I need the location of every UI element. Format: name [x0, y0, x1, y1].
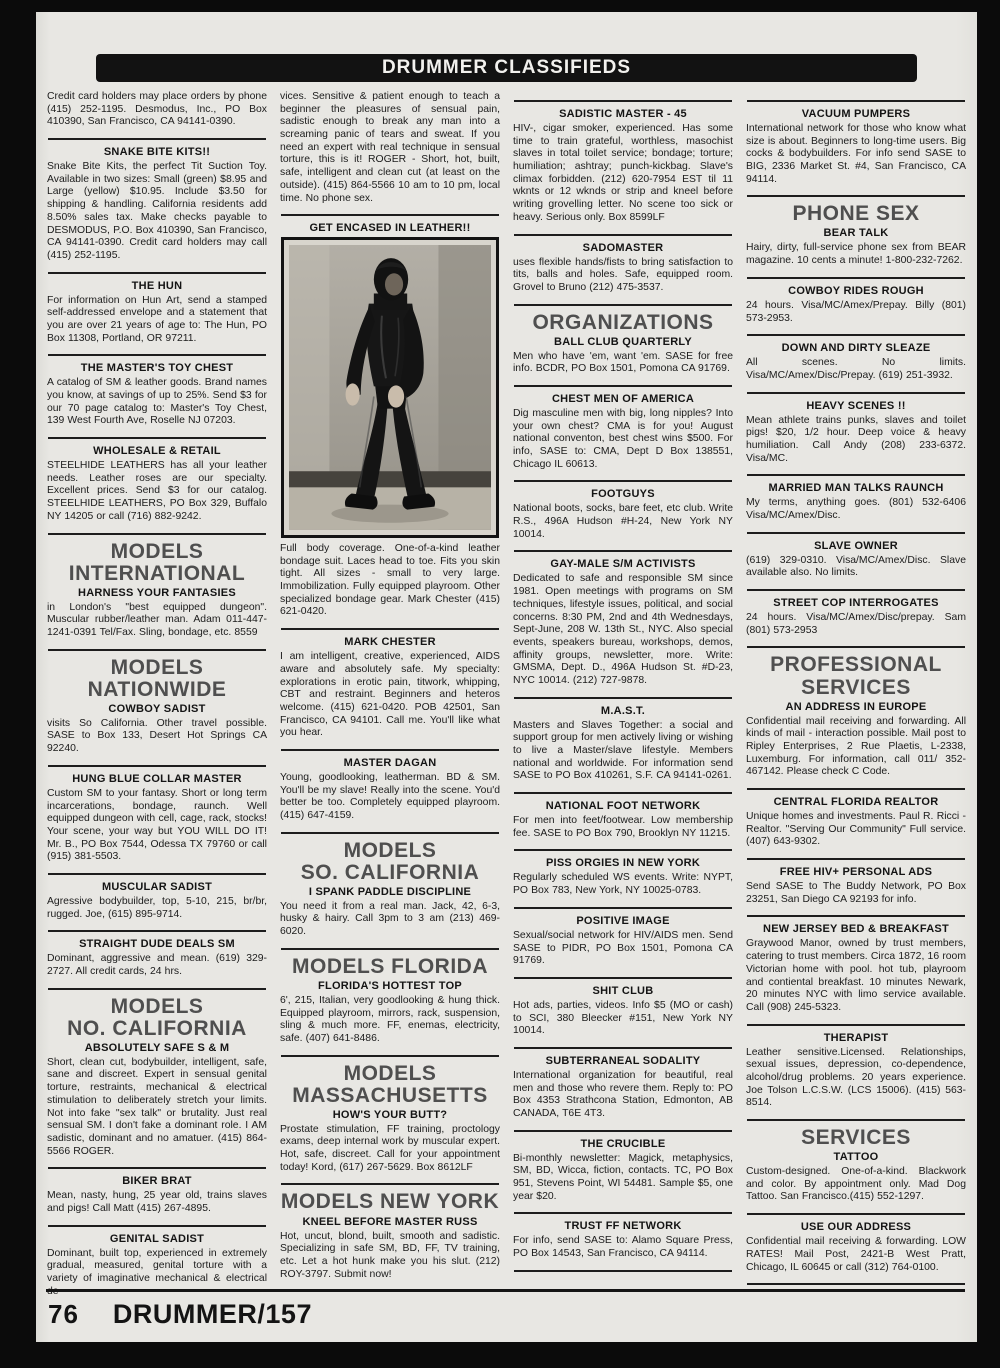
ad-divider	[514, 907, 732, 909]
ad-body: Masters and Slaves Together: a social and support group for men actively living or wishing to live a Master/slave lifestyle. Members national and worldwide. For information send SASE to PO Box 410261, S.F. CA 94141-0261.	[513, 719, 733, 782]
ad-divider	[747, 788, 965, 790]
ad-title: FREE HIV+ PERSONAL ADS	[779, 866, 933, 879]
section-title	[47, 996, 267, 1040]
ad-body: A catalog of SM & leather goods. Brand names you know, at savings of up to 25%. Send $3 for our 70 page catalog to: Master's Toy Chest, 139 West Fourth Ave, Roselle NJ 07203.	[47, 377, 267, 427]
ad-title: SNAKE BITE KITS!!	[103, 146, 211, 159]
section-title-line: MODELS NEW YORK	[280, 1190, 500, 1214]
ad-body: Leather sensitive.Licensed. Relationships, sexual issues, depression, co-dependence, alcohol/drug problems. 20 years experience. Joe Tolson L.C.S.W. (LCS 15006). (415) 563-8514.	[746, 1046, 966, 1109]
ad-title: CENTRAL FLORIDA REALTOR	[773, 796, 939, 809]
ad-divider	[514, 1047, 732, 1049]
section-title-line: NO. CALIFORNIA	[67, 1016, 247, 1040]
ad-title: STRAIGHT DUDE DEALS SM	[79, 938, 235, 951]
ad-title: HOW'S YOUR BUTT?	[332, 1108, 448, 1121]
ad-body: Confidential mail receiving and forwarding. All kinds of mail - interaction possible. Mail post to Ripley Enterprises, 2 Rue Plaetis, L-2338, Luxemburg. For information, call 011/ 352-467142. Please check C Code.	[746, 715, 966, 778]
section-title-line: MODELS	[343, 838, 437, 862]
ad-body: Hairy, dirty, full-service phone sex from BEAR magazine. 10 cents a minute! 1-800-232-7262.	[746, 242, 966, 267]
ad-title: GAY-MALE S/M ACTIVISTS	[550, 558, 696, 571]
ad-body: Full body coverage. One-of-a-kind leather bondage suit. Laces head to toe. Fits you skin tight. All sizes - small to very large. Immobilization. Fully equipped playroom. Other specialized bondage gear. Mark Chester (415) 621-0420.	[280, 543, 500, 618]
ad-body: Mean athlete trains punks, slaves and toilet pigs! $20, 1/2 hour. Deep voice & heavy humiliation. Call Andy (208) 233-6372. Visa/MC.	[746, 414, 966, 464]
section-title	[280, 840, 500, 884]
ad-divider	[48, 354, 266, 356]
ad-divider	[48, 272, 266, 274]
ad-body: 24 hours. Visa/MC/Amex/Prepay. Billy (801) 573-2953.	[746, 299, 966, 324]
ad-divider	[48, 649, 266, 651]
ad-divider	[281, 948, 499, 950]
section-title-line: INTERNATIONAL	[68, 561, 246, 585]
ad-body: All scenes. No limits. Visa/MC/Amex/Disc/Prepay. (619) 251-3932.	[746, 357, 966, 381]
column-end-rule	[747, 1283, 965, 1285]
ad-divider	[747, 646, 965, 648]
ad-body: 24 hours. Visa/MC/Amex/Disc/prepay. Sam (801) 573-2953	[746, 612, 966, 636]
ad-body: Dedicated to safe and responsible SM since 1981. Open meetings with programs on SM techniques, lifestyle issues, political, and social concerns. 8:30 PM, 2nd and 4th Wednesdays, Sept-June, 208 W. 13th St., NYC. Also special events, speakers bureau, workshops, demos, affinity groups, newsletter, more. Write: GMSMA, Dept. D., 496A Hudson St. #D-23, NYC 10014. (212) 727-9878.	[513, 573, 733, 686]
ad-divider	[48, 873, 266, 875]
ad-body: Custom-designed. One-of-a-kind. Blackwork and color. By appointment only. Mad Dog Tattoo. San Francisco.(415) 552-1297.	[746, 1166, 966, 1203]
ad-body: in London's "best equipped dungeon". Muscular rubber/leather man. Adam 011-447-1241-0391 Tel/Fax. Sling, bondage, etc. 8559	[47, 601, 267, 638]
ad-title: GENITAL SADIST	[109, 1232, 205, 1245]
ad-title: TATTOO	[833, 1151, 879, 1164]
ad-title: MARK CHESTER	[344, 636, 436, 649]
ad-body: Agressive bodybuilder, top, 5-10, 215, br/br, rugged. Joe, (615) 895-9714.	[47, 895, 267, 920]
ad-divider	[514, 697, 732, 699]
page-footer	[48, 1299, 312, 1330]
ad-body: Men who have 'em, want 'em. SASE for free info. BCDR, PO Box 1501, Pomona CA 91769.	[513, 350, 733, 375]
ad-body: Prostate stimulation, FF training, proctology exams, deep internal work by muscular expert. Hot, safe, discreet. Call for your appointment today! Kord, (617) 267-5629. Box 8612LF	[280, 1123, 500, 1173]
column-1	[47, 91, 267, 1303]
ad-divider	[747, 474, 965, 476]
section-title-line: MODELS FLORIDA	[292, 954, 488, 978]
ad-divider	[514, 792, 732, 794]
ad-divider	[747, 1213, 965, 1215]
section-title-line: MODELS	[110, 539, 204, 563]
ad-title: FLORIDA'S HOTTEST TOP	[318, 979, 462, 992]
ad-divider	[48, 437, 266, 439]
ad-divider	[48, 1225, 266, 1227]
section-title-line: SERVICES	[801, 1126, 911, 1150]
ad-title: VACUUM PUMPERS	[801, 108, 911, 120]
ad-title: THE HUN	[131, 279, 183, 292]
ad-body: For info, send SASE to: Alamo Square Press, PO Box 14543, San Francisco, CA 94114.	[513, 1235, 733, 1260]
ad-divider	[747, 915, 965, 917]
ad-body: Send SASE to The Buddy Network, PO Box 23251, San Diego CA 92193 for info.	[746, 881, 966, 905]
section-title	[746, 654, 966, 698]
ad-title: WHOLESALE & RETAIL	[93, 445, 221, 458]
ad-divider	[747, 100, 965, 102]
ad-divider	[747, 277, 965, 279]
ad-body: Short, clean cut, bodybuilder, intelligent, safe, sane and discreet. Expert in sensual genital torture, restraints, mechanical & electrical stimulation to deliberately stretch your limits. Not into fake "sex talk" or brutality. Just real sensual SM. I don't fake a dominant role. I AM sadistic, dominant and no amatuer. (415) 864-5566 ROGER.	[47, 1056, 267, 1157]
section-title-line: ORGANIZATIONS	[532, 310, 714, 334]
column-4	[746, 91, 966, 1303]
ad-divider	[281, 1055, 499, 1057]
ad-title: COWBOY SADIST	[108, 702, 206, 715]
column-text: Credit card holders may place orders by phone (415) 252-1195. Desmodus, Inc., PO Box 410390, San Francisco, CA 94141-0390.	[47, 91, 267, 128]
ad-divider	[514, 385, 732, 387]
column-text: vices. Sensitive & patient enough to teach a beginner the pleasures of sensual pain, sadistic enough to break any man into a screaming panic of tears and sweat. If you need an expert with real technique in sensual torture, this is it! ROGER - Short, hot, built, safe, intelligent and clean cut (at least on the outside). (415) 864-5566 10 am to 10 pm, local time. No phone sex.	[280, 91, 500, 204]
ad-divider	[514, 480, 732, 482]
ad-divider	[514, 1212, 732, 1214]
ad-body: Snake Bite Kits, the perfect Tit Suction Toy. Available in two sizes: Small (green) $8.95 and Large (yellow) $10.95. Include $3.50 for shipping & handling. California residents add 8.50% sales tax. Make checks payable to DESMODUS, P.O. Box 410390, San Francisco, CA 94141-0390. Credit card holders may call (415) 252-1195.	[47, 161, 267, 261]
ad-body: I am intelligent, creative, experienced, AIDS aware and absolutely safe. My specialty: explorations in erotic pain, titwork, whipping, CBT and restraint. Beginners and heteros welcome. (415) 621-0420. POB 42501, San Francisco, CA 94101. Call me. You'll like what you hear.	[280, 651, 500, 739]
section-title	[280, 1191, 500, 1213]
leather-man-illustration	[289, 245, 491, 530]
ad-title: HEAVY SCENES !!	[806, 399, 906, 412]
ad-body: Dominant, built top, experienced in extremely gradual, measured, genital torture with a variety of imaginative mechanical & electrical de-	[47, 1247, 267, 1297]
section-title-line: NATIONWIDE	[87, 677, 227, 701]
ad-title: AN ADDRESS IN EUROPE	[785, 700, 927, 713]
ad-divider	[48, 138, 266, 140]
ad-title: M.A.S.T.	[600, 704, 646, 717]
ad-title: NATIONAL FOOT NETWORK	[545, 800, 701, 813]
ad-title: SLAVE OWNER	[814, 539, 898, 552]
ad-body: uses flexible hands/fists to bring satisfaction to tits, balls and holes. Safe, equipped room. Grovel to Bruno (212) 475-3537.	[513, 256, 733, 293]
ad-title: THE CRUCIBLE	[580, 1137, 666, 1150]
ad-divider	[48, 765, 266, 767]
leather-bodysuit-photo	[281, 237, 499, 538]
ad-body: International organization for beautiful, real men and those who revere them. Reply to: PO Box 4353 Strathcona Station, Edmonton, AB CANADA, T6E 4T3.	[513, 1069, 733, 1120]
section-title	[746, 203, 966, 225]
column-3	[513, 91, 733, 1303]
section-title	[280, 956, 500, 978]
ad-body: National boots, socks, bare feet, etc club. Write R.S., 496A Hudson #H-24, New York NY 10014.	[513, 503, 733, 540]
ad-divider	[747, 1119, 965, 1121]
ad-title: POSITIVE IMAGE	[576, 914, 670, 927]
section-title	[47, 657, 267, 701]
classifieds-columns	[36, 91, 977, 1303]
ad-title: THE MASTER'S TOY CHEST	[80, 362, 234, 375]
ad-body: Young, goodlooking, leatherman. BD & SM. You'll be my slave! Really into the scene. You'd better be too. Completely equipped playroom. (415) 647-4159.	[280, 771, 500, 821]
ad-divider	[281, 749, 499, 751]
ad-title: SADISTIC MASTER - 45	[559, 108, 687, 120]
ad-title: BEAR TALK	[823, 227, 889, 240]
ad-title: GET ENCASED IN LEATHER!!	[309, 222, 471, 235]
ad-divider	[281, 628, 499, 630]
ad-title: KNEEL BEFORE MASTER RUSS	[302, 1215, 478, 1228]
ad-body: You need it from a real man. Jack, 42, 6-3, husky & hairy. Call 3pm to 3 am (213) 469-6020.	[280, 900, 500, 938]
ad-divider	[514, 849, 732, 851]
ad-title: MUSCULAR SADIST	[101, 880, 213, 893]
ad-title: CHEST MEN OF AMERICA	[551, 392, 695, 405]
section-title	[47, 541, 267, 585]
classifieds-header	[96, 54, 917, 82]
section-title	[513, 312, 733, 334]
ad-divider	[514, 550, 732, 552]
ad-title: THERAPIST	[823, 1031, 889, 1044]
ad-title: I SPANK PADDLE DISCIPLINE	[308, 885, 472, 898]
ad-body: Confidential mail receiving & forwarding. LOW RATES! Mail Post, 2421-B West Pratt, Chicago, IL 60645 or call (312) 764-0100.	[746, 1236, 966, 1273]
ad-divider	[48, 1167, 266, 1169]
ad-divider	[747, 1024, 965, 1026]
ad-divider	[747, 858, 965, 860]
section-title-line: SERVICES	[801, 675, 911, 699]
ad-divider	[747, 392, 965, 394]
ad-title: HARNESS YOUR FANTASIES	[78, 586, 236, 599]
ad-title: DOWN AND DIRTY SLEAZE	[781, 342, 931, 355]
ad-title: NEW JERSEY BED & BREAKFAST	[763, 923, 949, 936]
ad-divider	[48, 533, 266, 535]
ad-title: BIKER BRAT	[122, 1175, 192, 1188]
ad-body: International network for those who know what size is about. Beginners to long-time users. Big cocks & bodybuilders. For info send SASE to BIG, 2336 Market St. #4, San Francisco, CA 94114.	[746, 123, 966, 185]
ad-body: Custom SM to your fantasy. Short or long term incarcerations, bondage, raunch. Well equipped dungeon with cell, cage, rack, stocks! Your scene, your way but YOU WILL DO IT! Mr. B., PO Box 7544, Odessa TX 79760 or call (915) 381-5503.	[47, 787, 267, 863]
ad-divider	[281, 1183, 499, 1185]
ad-divider	[747, 334, 965, 336]
ad-body: HIV-, cigar smoker, experienced. Has some time to train grateful, worthless, masochist slaves in total toilet service; bondage; torture; humiliation; ashtray; punch-kickbag. Slave's climax forbidden. (212) 620-7954 EST til 11 wknts or 12 wknds or strip and kneel before writing grovelling letter. No scene too sick or heavy. Serious only. Box 8599LF	[513, 123, 733, 223]
ad-divider	[514, 234, 732, 236]
ad-title: TRUST FF NETWORK	[564, 1220, 682, 1233]
ad-title: PISS ORGIES IN NEW YORK	[545, 857, 701, 870]
page-number: 76	[48, 1299, 79, 1329]
ad-divider	[281, 214, 499, 216]
magazine-page	[36, 12, 977, 1342]
ad-divider	[747, 195, 965, 197]
section-title	[280, 1063, 500, 1107]
section-title	[746, 1127, 966, 1149]
section-title-line: MODELS	[110, 655, 204, 679]
ad-divider	[514, 304, 732, 306]
header-title: DRUMMER CLASSIFIEDS	[381, 57, 632, 78]
ad-body: STEELHIDE LEATHERS has all your leather needs. Leather roses are our specialty. Excellent prices. Send $3 for our catalog. STEELHIDE LEATHERS, PO Box 329, Buffalo NY 14205 or call (716) 882-9242.	[47, 460, 267, 522]
ad-divider	[48, 930, 266, 932]
ad-title: MASTER DAGAN	[343, 756, 437, 769]
ad-body: (619) 329-0310. Visa/MC/Amex/Disc. Slave available also. No limits.	[746, 554, 966, 579]
ad-title: COWBOY RIDES ROUGH	[788, 284, 924, 297]
ad-body: Regularly scheduled WS events. Write: NYPT, PO Box 783, New York, NY 10025-0783.	[513, 872, 733, 897]
section-title-line: PROFESSIONAL	[770, 653, 942, 677]
column-2	[280, 91, 500, 1303]
section-title-line: MODELS	[110, 994, 204, 1018]
ad-divider	[514, 1130, 732, 1132]
ad-body: For information on Hun Art, send a stamped self-addressed envelope and a statement that you are over 21 years of age to: The Hun, PO Box 11308, Portland, OR 97211.	[47, 294, 267, 344]
ad-title: SHIT CLUB	[592, 984, 654, 997]
ad-divider	[48, 988, 266, 990]
ad-body: For men into feet/footwear. Low membership fee. SASE to PO Box 790, Brooklyn NY 11215.	[513, 815, 733, 839]
column-end-rule	[514, 1270, 732, 1272]
ad-title: STREET COP INTERROGATES	[773, 597, 939, 610]
ad-body: Dig masculine men with big, long nipples? Into your own chest? CMA is for you! August national conventon, best chest wins $500. For info, SASE to: CMA, Dept D Box 138551, Chicago IL 60613.	[513, 407, 733, 470]
ad-body: Mean, nasty, hung, 25 year old, trains slaves and pigs! Call Matt (415) 267-4895.	[47, 1190, 267, 1214]
ad-body: Sexual/social network for HIV/AIDS men. Send SASE to PIDR, PO Box 1501, Pomona CA 91769.	[513, 929, 733, 967]
ad-body: Graywood Manor, owned by trust members, catering to trust members. Circa 1872, 16 room Victorian home with pool. hot tub, playroom and contiental breakfast. 10 minutes Newark, 20 minutes NYC with limo service available. Call (908) 245-5323.	[746, 938, 966, 1013]
ad-title: ABSOLUTELY SAFE S & M	[84, 1041, 230, 1054]
ad-title: SADOMASTER	[582, 241, 664, 254]
ad-body: Hot ads, parties, videos. Info $5 (MO or cash) to SCI, 380 Bleecker #151, New York NY 10014.	[513, 999, 733, 1037]
ad-divider	[747, 589, 965, 591]
ad-title: HUNG BLUE COLLAR MASTER	[72, 772, 242, 785]
ad-title: MARRIED MAN TALKS RAUNCH	[768, 482, 944, 495]
ad-body: Unique homes and investments. Paul R. Ricci - Realtor. "Serving Our Community" Full service. (407) 643-9302.	[746, 811, 966, 848]
ad-divider	[514, 977, 732, 979]
ad-divider	[281, 832, 499, 834]
section-title-line: MASSACHUSETTS	[292, 1083, 488, 1107]
ad-title: USE OUR ADDRESS	[800, 1221, 912, 1234]
section-title-line: MODELS	[343, 1061, 437, 1085]
ad-body: Dominant, aggressive and mean. (619) 329-2727. All credit cards, 24 hrs.	[47, 953, 267, 977]
ad-title: SUBTERRANEAL SODALITY	[545, 1054, 701, 1067]
ad-divider	[514, 100, 732, 102]
ad-divider	[747, 532, 965, 534]
ad-body: Bi-monthly newsletter: Magick, metaphysics, SM, BD, Wicca, fiction, contacts. TC, PO Box 951, Stevens Point, WI 54481. Sample $5, one year $20.	[513, 1152, 733, 1202]
ad-body: My terms, anything goes. (801) 532-6406 Visa/MC/Amex/Disc.	[746, 497, 966, 522]
footer-rule	[46, 1289, 965, 1292]
section-title-line: PHONE SEX	[792, 202, 920, 226]
ad-body: Hot, uncut, blond, built, smooth and sadistic. Specializing in safe SM, BD, FF, TV training, etc. Let a hot hunk make you his slut. (212) ROY-3797. Submit now!	[280, 1230, 500, 1280]
magazine-issue: DRUMMER/157	[112, 1299, 312, 1329]
section-title-line: SO. CALIFORNIA	[300, 860, 480, 884]
ad-title: BALL CLUB QUARTERLY	[554, 335, 692, 348]
ad-body: 6', 215, Italian, very goodlooking & hung thick. Equipped playroom, mirrors, rack, suspension, sling & much more. FF, enemas, electricity, safe. (407) 641-8486.	[280, 994, 500, 1044]
ad-body: visits So California. Other travel possible. SASE to Box 133, Desert Hot Springs CA 92240.	[47, 717, 267, 755]
ad-title: FOOTGUYS	[591, 488, 655, 501]
